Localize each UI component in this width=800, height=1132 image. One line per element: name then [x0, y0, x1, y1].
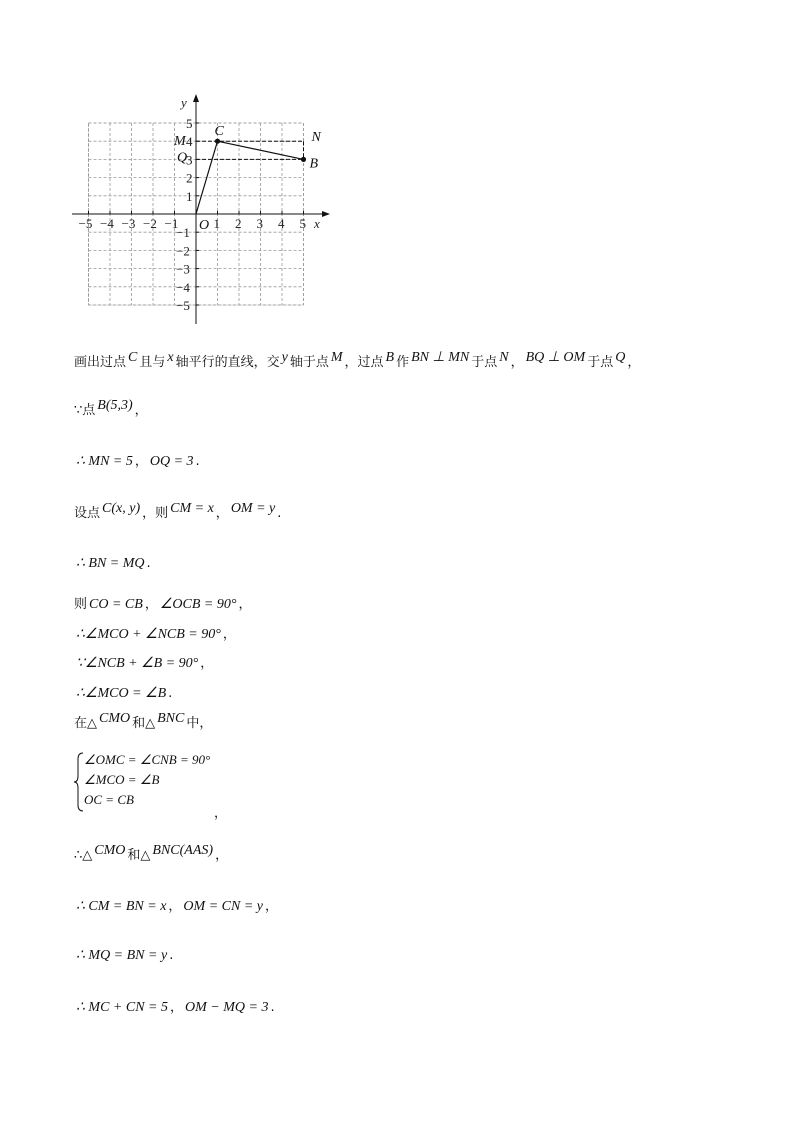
x-tick-label: −5	[78, 216, 93, 231]
text-fragment: ，	[627, 355, 641, 370]
y-tick-label: −5	[176, 298, 190, 313]
text-fragment: ，	[134, 403, 148, 418]
line-angle-eq	[74, 685, 172, 703]
math-expression: CMO	[99, 711, 131, 726]
y-tick-label: 2	[186, 170, 193, 186]
math-expression: BN ⊥ MN	[411, 350, 470, 365]
text-fragment: 作	[396, 355, 410, 370]
x-tick-label: 1	[213, 216, 220, 231]
text-fragment: 画出过点	[74, 355, 127, 370]
y-tick-label: −3	[176, 261, 190, 277]
math-expression: C	[128, 350, 138, 365]
text-fragment: ，	[134, 454, 148, 469]
line-cm-om	[74, 898, 278, 916]
y-tick-label: −1	[176, 225, 190, 241]
x-axis-label: x	[314, 216, 320, 231]
system-row-2: ∠MCO = ∠B	[84, 772, 160, 787]
math-expression: ∴∠MCO = ∠B	[76, 686, 167, 701]
system-row-3: OC = CB	[84, 792, 134, 807]
line-in-triangles	[74, 711, 213, 733]
text-fragment: ，	[215, 848, 229, 863]
text-fragment: ，	[215, 506, 229, 521]
math-expression: BNC	[157, 711, 185, 726]
math-expression: x	[167, 350, 174, 365]
math-expression: ∵∠NCB + ∠B = 90°	[76, 656, 199, 671]
y-tick-label: 3	[186, 152, 193, 168]
line-congruent	[74, 843, 229, 865]
y-tick-label: 4	[186, 134, 193, 150]
text-fragment: ∴△	[74, 848, 93, 863]
line-co-cb	[74, 596, 251, 614]
point-c-dot	[216, 139, 220, 143]
line-angle-b	[74, 655, 213, 673]
text-fragment: ，	[510, 355, 524, 370]
text-fragment: ∵点	[74, 403, 96, 418]
math-expression: ∴ MC + CN = 5	[76, 1000, 168, 1015]
y-tick-label: −4	[176, 279, 190, 295]
point-b-dot	[302, 157, 306, 161]
text-fragment: .	[195, 454, 200, 469]
math-expression: B(5,3)	[97, 398, 133, 413]
line-mn-oq	[74, 453, 200, 471]
math-expression: BNC(AAS)	[152, 843, 214, 858]
math-expression: CMO	[94, 843, 126, 858]
math-expression: B	[385, 350, 395, 365]
line-mq	[74, 947, 173, 965]
math-expression: CO = CB	[89, 597, 143, 612]
y-axis-arrow	[193, 94, 199, 102]
text-fragment: ，	[264, 899, 278, 914]
math-expression: C(x, y)	[102, 501, 141, 516]
x-axis-arrow	[322, 211, 330, 217]
line-point-b	[74, 398, 148, 420]
dashed-lines	[196, 141, 304, 159]
point-label-n: N	[311, 130, 321, 146]
text-fragment: .	[169, 948, 174, 963]
text-fragment: 于点	[471, 355, 498, 370]
math-expression: BQ ⊥ OM	[525, 350, 586, 365]
line-final	[74, 999, 275, 1017]
text-fragment: ，	[144, 597, 158, 612]
math-expression: OQ = 3	[149, 454, 194, 469]
line-set-c	[74, 501, 282, 523]
text-fragment: .	[168, 686, 173, 701]
text-fragment: 于点	[587, 355, 614, 370]
text-fragment: .	[277, 506, 282, 521]
text-fragment: 轴平行的直线，交	[175, 355, 280, 370]
y-axis-label: y	[181, 95, 187, 110]
math-expression: M	[330, 350, 343, 365]
math-expression: N	[499, 350, 509, 365]
math-expression: ∴ MQ = BN = y	[76, 948, 168, 963]
x-tick-label: 3	[256, 216, 263, 231]
math-expression: OM − MQ = 3	[185, 1000, 269, 1015]
left-brace	[74, 752, 84, 812]
text-fragment: ，	[222, 627, 236, 642]
point-label-c: C	[214, 124, 224, 140]
text-fragment: 则	[74, 597, 88, 612]
coordinate-graph	[60, 88, 340, 328]
x-tick-label: −3	[121, 216, 136, 231]
math-expression: Q	[615, 350, 626, 365]
math-expression: ∴ MN = 5	[76, 454, 133, 469]
x-tick-label: 5	[299, 216, 306, 231]
line-bn-mq	[74, 555, 151, 573]
origin-label: O	[199, 218, 210, 233]
point-label-b: B	[309, 156, 319, 172]
x-tick-label: −4	[100, 216, 114, 231]
math-expression: ∠OCB = 90°	[159, 597, 237, 612]
line-construction	[74, 350, 641, 372]
text-fragment: ，	[168, 899, 182, 914]
x-tick-label: −2	[143, 216, 157, 231]
math-expression: OM = CN = y	[183, 899, 263, 914]
math-expression: CM = x	[170, 501, 214, 516]
y-tick-label: −2	[176, 243, 190, 259]
text-fragment: 在△	[74, 716, 97, 731]
text-fragment: ，则	[142, 506, 169, 521]
math-expression: ∴ CM = BN = x	[76, 899, 167, 914]
text-fragment: 中，	[186, 716, 213, 731]
point-label-q: Q	[177, 150, 188, 166]
x-tick-label: 4	[278, 216, 285, 231]
text-fragment: 且与	[139, 355, 166, 370]
text-fragment: 和△	[132, 716, 156, 731]
x-tick-label: −1	[164, 216, 179, 231]
text-fragment: 轴于点	[289, 355, 329, 370]
math-expression: OM = y	[230, 501, 276, 516]
text-fragment: ，过点	[344, 355, 384, 370]
text-fragment: 和△	[127, 848, 151, 863]
system-row-1: ∠OMC = ∠CNB = 90°	[84, 752, 211, 767]
text-fragment: 设点	[74, 506, 101, 521]
text-fragment: ，	[238, 597, 252, 612]
y-tick-label: 5	[186, 116, 193, 131]
text-fragment: ，	[200, 656, 214, 671]
y-tick-label: 1	[186, 188, 193, 204]
text-fragment: ，	[169, 1000, 183, 1015]
text-fragment: .	[146, 556, 151, 571]
math-expression: y	[281, 350, 288, 365]
point-label-m: M	[174, 134, 186, 150]
line-angle-sum	[74, 626, 236, 644]
text-fragment: .	[270, 1000, 275, 1015]
x-tick-label: 2	[235, 216, 242, 231]
math-expression: ∴ BN = MQ	[76, 556, 145, 571]
math-expression: ∴∠MCO + ∠NCB = 90°	[76, 627, 221, 642]
system-trailing-comma: ，	[214, 806, 228, 821]
